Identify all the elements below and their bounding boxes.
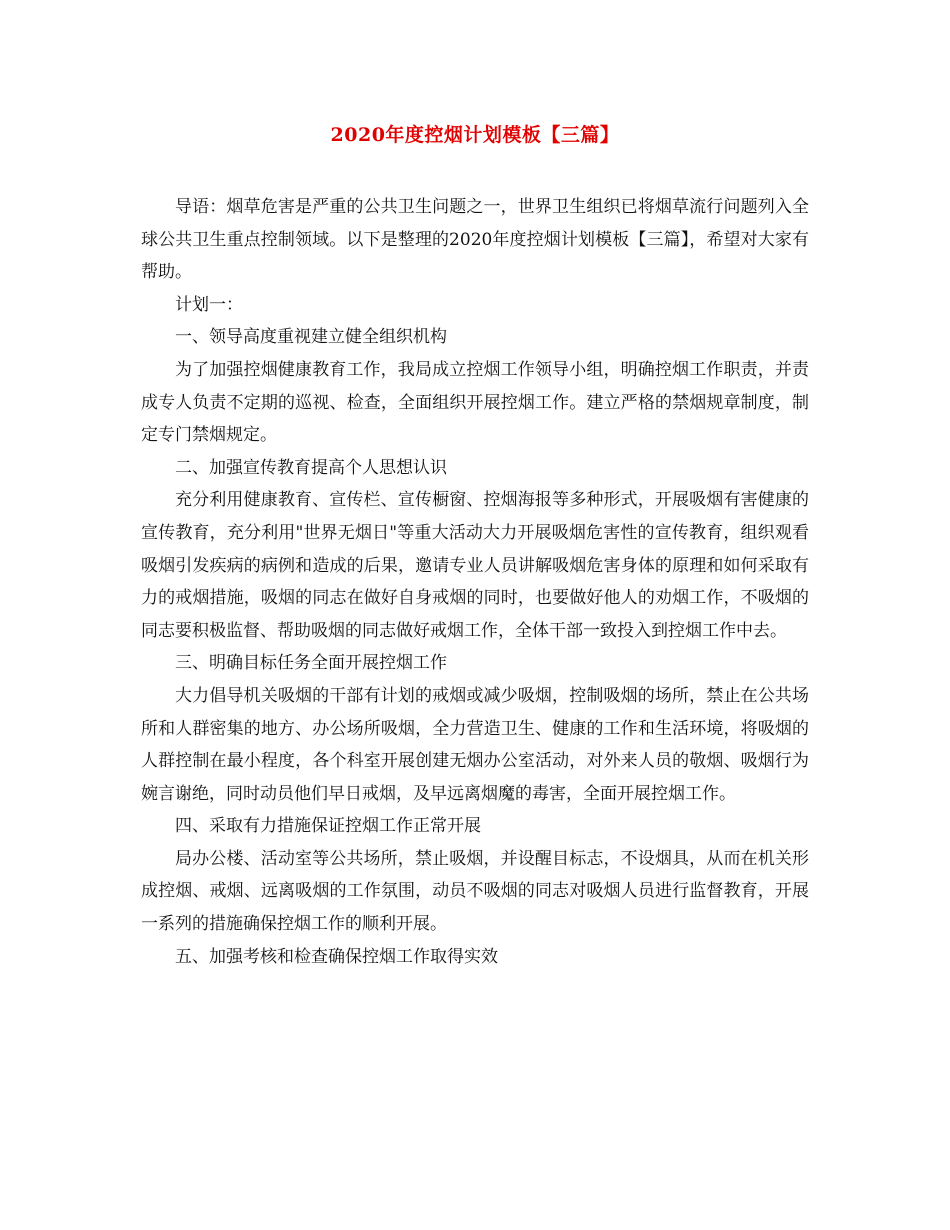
section-heading: 五、加强考核和检查确保控烟工作取得实效 — [175, 946, 498, 967]
section-heading: 二、加强宣传教育提高个人思想认识 — [175, 457, 447, 478]
document-body — [141, 191, 809, 973]
body-paragraph: 充分利用健康教育、宣传栏、宣传橱窗、控烟海报等多种形式，开展吸烟有害健康的宣传教育，充分利用"世界无烟日"等重大活动大力开展吸烟危害性的宣传教育，组织观看吸烟引发疾病的病例和造成的后果，邀请专业人员讲解吸烟危害身体的原理和如何采取有力的戒烟措施，吸烟的同志在做好自身戒烟的同时，也要做好他人的劝烟工作，不吸烟的同志要积极监督、帮助吸烟的同志做好戒烟工作，全体干部一致投入到控烟工作中去。 — [141, 490, 809, 641]
section-heading: 一、领导高度重视建立健全组织机构 — [175, 327, 447, 348]
section-heading: 四、采取有力措施保证控烟工作正常开展 — [175, 816, 481, 837]
body-paragraph: 为了加强控烟健康教育工作，我局成立控烟工作领导小组，明确控烟工作职责，并责成专人负责不定期的巡视、检查，全面组织开展控烟工作。建立严格的禁烟规章制度，制定专门禁烟规定。 — [141, 359, 809, 446]
intro-paragraph: 导语：烟草危害是严重的公共卫生问题之一，世界卫生组织已将烟草流行问题列入全球公共卫生重点控制领域。以下是整理的2020年度控烟计划模板【三篇】，希望对大家有帮助。 — [141, 197, 809, 283]
section-heading: 三、明确目标任务全面开展控烟工作 — [175, 653, 447, 674]
plan-label: 计划一： — [175, 294, 243, 315]
body-paragraph: 大力倡导机关吸烟的干部有计划的戒烟或减少吸烟，控制吸烟的场所，禁止在公共场所和人群密集的地方、办公场所吸烟，全力营造卫生、健康的工作和生活环境，将吸烟的人群控制在最小程度，各个科室开展创建无烟办公室活动，对外来人员的敬烟、吸烟行为婉言谢绝，同时动员他们早日戒烟，及早远离烟魔的毒害，全面开展控烟工作。 — [141, 685, 809, 804]
document-title: 2020年度控烟计划模板【三篇】 — [330, 124, 620, 146]
body-paragraph: 局办公楼、活动室等公共场所，禁止吸烟，并设醒目标志，不设烟具，从而在机关形成控烟、戒烟、远离吸烟的工作氛围，动员不吸烟的同志对吸烟人员进行监督教育，开展一系列的措施确保控烟工作的顺利开展。 — [141, 848, 809, 935]
